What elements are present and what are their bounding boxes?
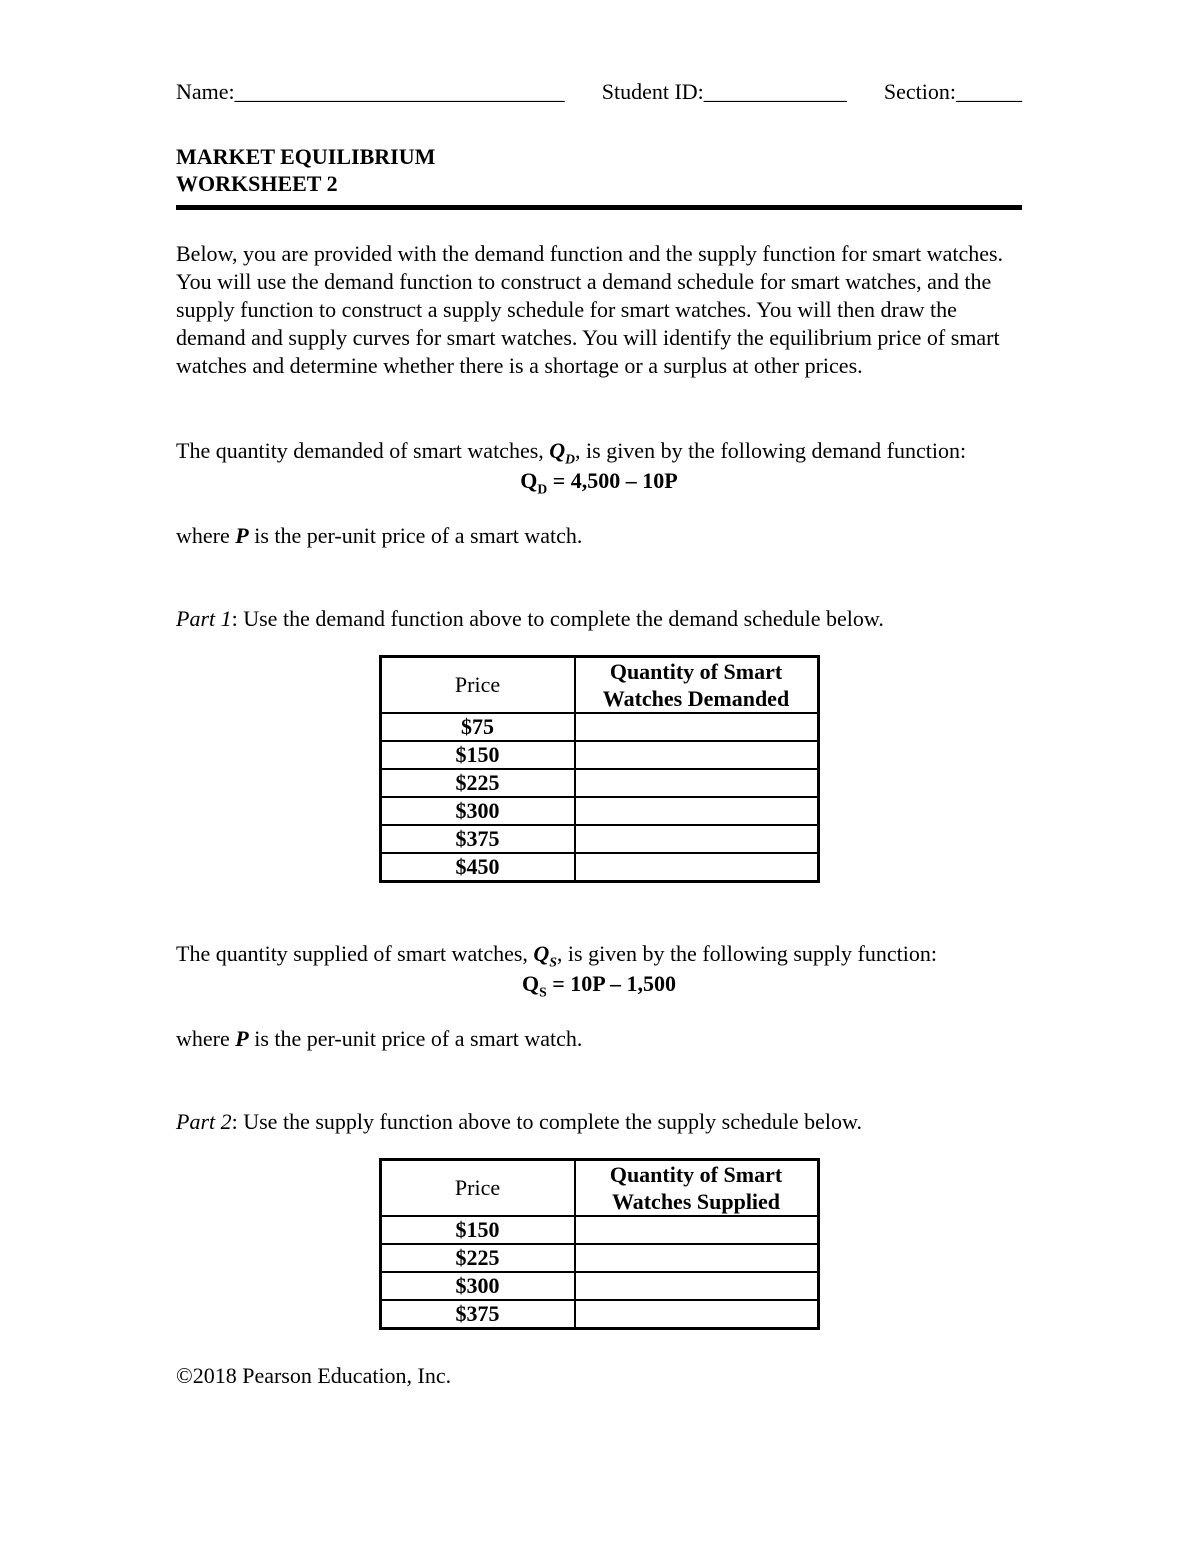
table-row <box>380 1272 818 1300</box>
worksheet-title <box>176 143 1022 210</box>
part1-label: Part 1 <box>176 606 232 631</box>
intro-paragraph: Below, you are provided with the demand function and the supply function for smart watches. You will use the demand function to construct a demand schedule for smart watches, and the supply function to construct a supply schedule for smart watches. You will then draw the demand and supply curves for smart watches. You will identify the equilibrium price of smart watches and determine whether there is a shortage or a surplus at other prices. <box>176 241 1004 378</box>
copyright-footer: ©2018 Pearson Education, Inc. <box>176 1363 452 1388</box>
demand-intro-text-after: , is given by the following demand function: <box>575 438 967 463</box>
blank-answer-cell <box>575 853 819 882</box>
price-cell: $375 <box>380 1300 575 1329</box>
price-cell: $300 <box>380 1272 575 1300</box>
name-field: Name:______________________________ <box>176 79 565 104</box>
student-id-field: Student ID:_____________ <box>601 79 847 104</box>
demand-equation: $Q_D = 4,500 - 10P$ <box>520 468 678 497</box>
price-cell: $300 <box>380 797 575 825</box>
table-row <box>380 797 818 825</box>
blank-answer-cell <box>575 769 819 797</box>
worksheet-title-line1: MARKET EQUILIBRIUM <box>176 144 436 169</box>
supply-where-line: where P is the per-unit price of a smart watch. <box>176 1026 583 1051</box>
table-row <box>380 1300 818 1329</box>
p-variable: P <box>235 1026 249 1051</box>
part2-label: Part 2 <box>176 1109 232 1134</box>
price-cell: $225 <box>380 1244 575 1272</box>
blank-answer-cell <box>575 1244 819 1272</box>
worksheet-title-line2: WORKSHEET 2 <box>176 171 338 196</box>
blank-answer-cell <box>575 1300 819 1329</box>
p-variable: P <box>235 523 249 548</box>
blank-answer-cell <box>575 1272 819 1300</box>
table-header-row <box>380 657 818 714</box>
price-column-header: Price <box>380 1160 575 1217</box>
supply-intro-text-after: , is given by the following supply function: <box>556 941 937 966</box>
price-cell: $150 <box>380 1216 575 1244</box>
table-row <box>380 769 818 797</box>
qs-variable: $Q_S$ <box>533 941 557 970</box>
price-column-header: Price <box>380 657 575 714</box>
price-cell: $450 <box>380 853 575 882</box>
blank-answer-cell <box>575 741 819 769</box>
section-field: Section:______ <box>883 79 1022 104</box>
blank-answer-cell <box>575 797 819 825</box>
header-fields-line <box>176 78 1022 106</box>
demand-function-intro <box>176 437 1022 465</box>
price-cell: $225 <box>380 769 575 797</box>
price-cell: $375 <box>380 825 575 853</box>
table-row <box>380 1216 818 1244</box>
demand-intro-text-before: The quantity demanded of smart watches, <box>176 438 550 463</box>
price-cell: $75 <box>380 713 575 741</box>
part1-instruction: Part 1: Use the demand function above to complete the demand schedule below. <box>176 606 884 631</box>
quantity-demanded-column-header: Quantity of Smart Watches Demanded <box>575 657 819 714</box>
qd-variable: $Q_D$ <box>549 438 576 467</box>
price-cell: $150 <box>380 741 575 769</box>
blank-answer-cell <box>575 713 819 741</box>
table-header-row <box>380 1160 818 1217</box>
part2-instruction: Part 2: Use the supply function above to complete the supply schedule below. <box>176 1109 862 1134</box>
blank-answer-cell <box>575 1216 819 1244</box>
table-row <box>380 713 818 741</box>
blank-answer-cell <box>575 825 819 853</box>
table-row <box>380 825 818 853</box>
supply-function-intro <box>176 940 1022 968</box>
quantity-supplied-column-header: Quantity of Smart Watches Supplied <box>575 1160 819 1217</box>
demand-where-line: where P is the per-unit price of a smart watch. <box>176 523 583 548</box>
supply-schedule-table <box>379 1158 820 1330</box>
table-row <box>380 853 818 882</box>
supply-intro-text-before: The quantity supplied of smart watches, <box>176 941 534 966</box>
table-row <box>380 741 818 769</box>
demand-schedule-table <box>379 655 820 883</box>
table-row <box>380 1244 818 1272</box>
supply-equation: $Q_S = 10P - 1,500$ <box>522 971 676 1000</box>
